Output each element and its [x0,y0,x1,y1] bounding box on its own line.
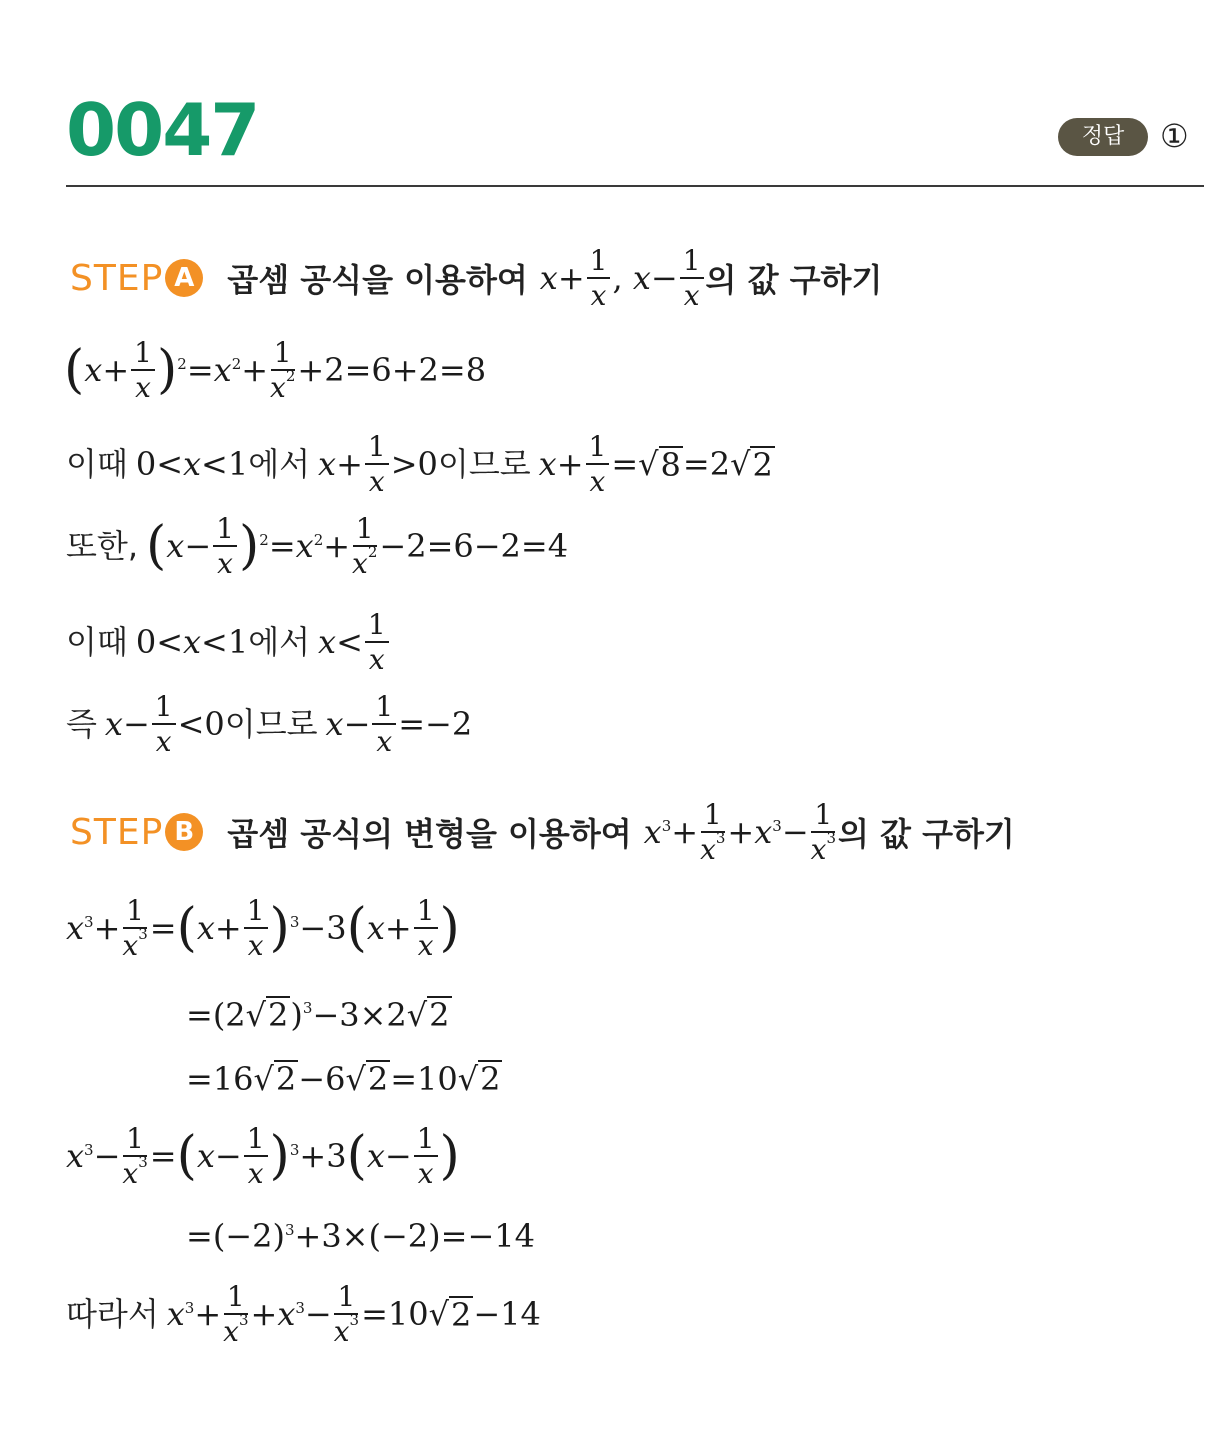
equation-line-3: 또한, ( x − 1 x ) 2 = x 2 + 1 $x^2$ −2=6−2=4 [66,512,569,581]
step-a-title: 곱셈 공식을 이용하여 [227,261,528,300]
equation-line-10: =(−2) 3 +3×(−2)=−14 [186,1217,535,1255]
text-therefore: 따라서 [66,1295,159,1334]
step-label: STEP [70,257,164,299]
equation-line-7: =(2 √ 2 ) 3 −3×2 √ 2 [186,995,450,1034]
step-b-heading [70,800,1015,865]
text-since: 이므로 [224,705,318,744]
equation-line-2: 이때 0< x <1 에서 x + 1 x >0 이므로 x + 1 x = √ 8 =2 √ 2 [66,430,773,499]
problem-number: 0047 [66,88,259,172]
equation-line-8: =16 √ 2 −6 √ 2 =10 √ 2 [186,1059,501,1098]
step-label: STEP [70,811,164,853]
text-also: 또한, [66,527,138,566]
equation-line-4: 이때 0< x <1 에서 x < 1 x [66,610,391,675]
text-in-range: 에서 [248,445,311,484]
step-b-title-formula: x 3 + 1 $x^3$ + x 3 − 1 $x^3$ [643,798,836,867]
equation-line-5: 즉 x − 1 x <0 이므로 x − 1 x =−2 [66,690,473,759]
equation-line-1: ( x + 1 x ) 2 = x 2 + 1 $x^2$ +2=6+2=8 [64,336,487,405]
answer-value: ① [1160,117,1189,155]
step-b-title-end: 의 값 구하기 [837,815,1015,854]
step-a-heading [70,246,882,311]
text-that-is: 즉 [66,705,97,744]
text-when: 이때 [66,623,128,662]
step-a-title-formula: x + 1 x , x − 1 x [540,246,706,311]
equation-line-6: x 3 + 1 $x^3$ = ( x + 1 x ) 3 −3 ( x + 1 x ) [66,894,460,963]
equation-line-9: x 3 − 1 $x^3$ = ( x − 1 x ) 3 +3 ( x − 1 x ) [66,1122,460,1191]
equation-line-11: 따라서 x 3 + 1 $x^3$ + x 3 − 1 $x^3$ =10 √ 2 −14 [66,1280,541,1349]
step-b-title: 곱셈 공식의 변형을 이용하여 [227,815,632,854]
answer-badge: 정답 [1058,118,1148,156]
step-a-badge: A [165,259,203,297]
step-b-badge: B [165,813,203,851]
text-since: 이므로 [437,445,531,484]
step-a-title-end: 의 값 구하기 [705,261,883,300]
text-when: 이때 [66,445,128,484]
header-divider [66,185,1204,187]
text-in-range: 에서 [248,623,311,662]
